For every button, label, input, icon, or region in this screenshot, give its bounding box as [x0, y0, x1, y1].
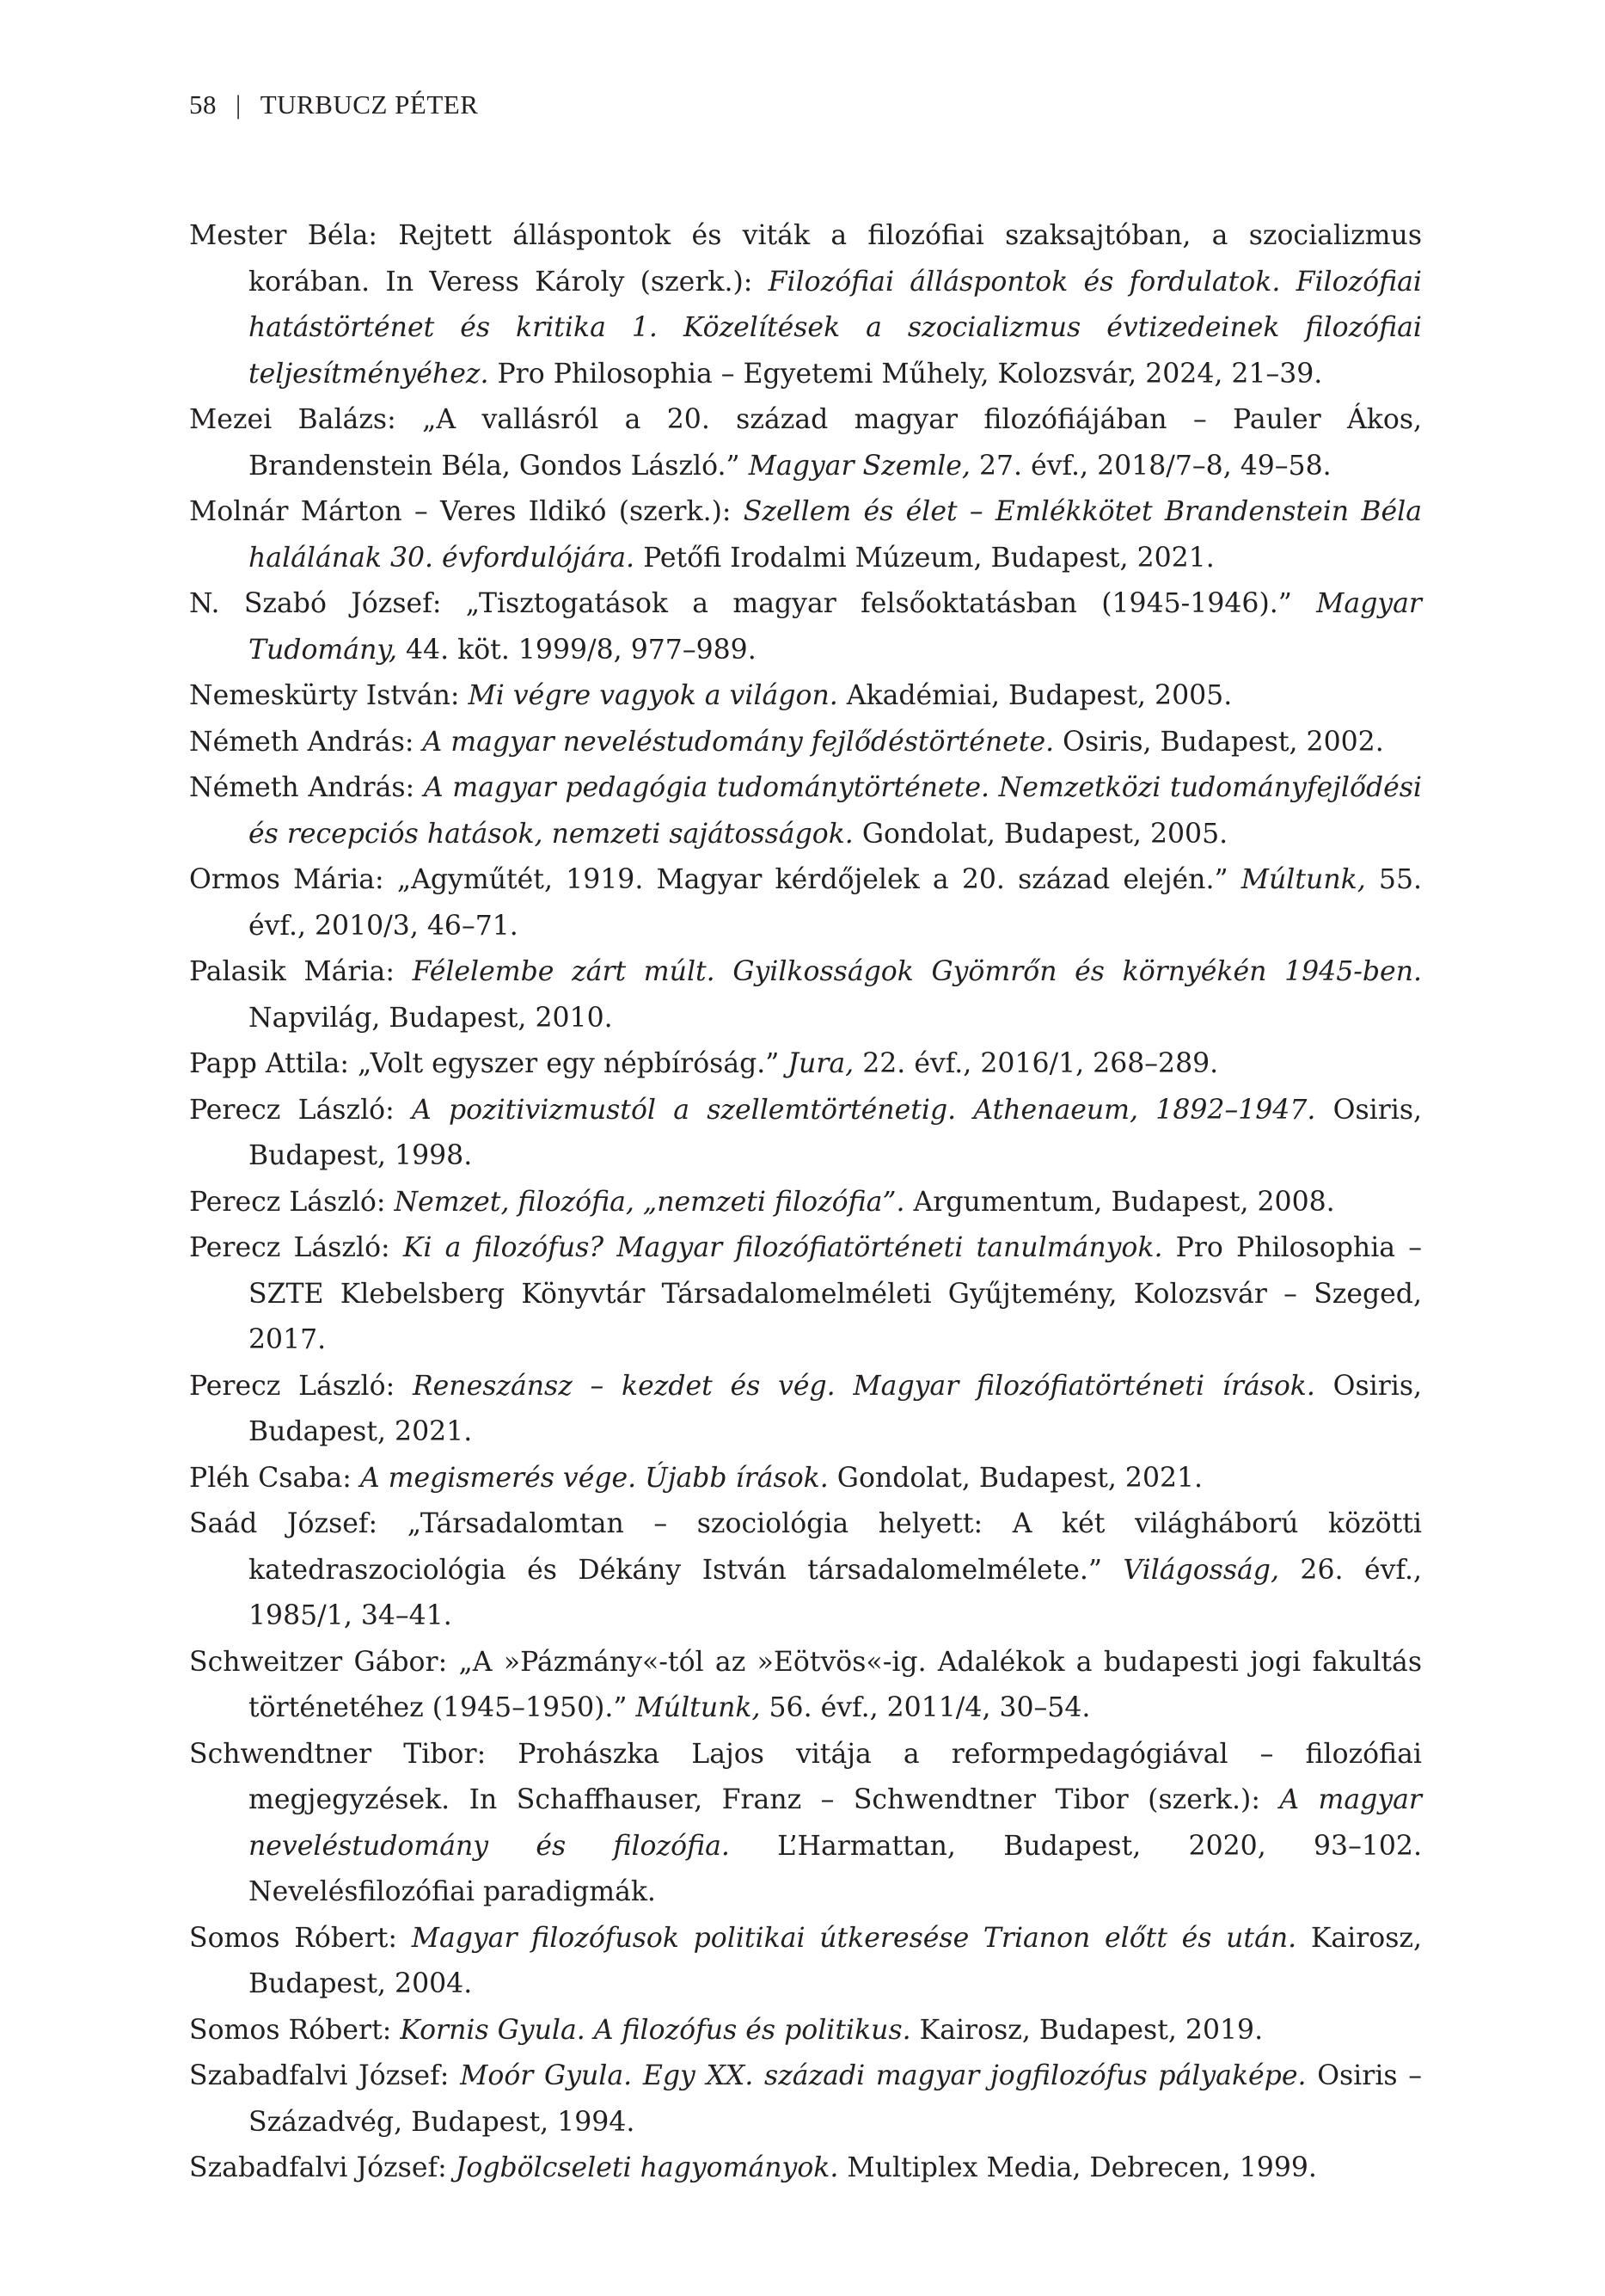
bibliography-entry: N. Szabó József: „Tisztogatások a magyar felsőoktatásban (1945-1946).” Magyar Tudomány, 44. köt. 1999/8, 977–989.	[189, 588, 1422, 666]
bibliography-entry: Perecz László: Ki a filozófus? Magyar filozófiatörténeti tanulmányok. Pro Philosophia – SZTE Klebelsberg Könyvtár Társadalomelméleti Gyűjtemény, Kolozsvár – Szeged, 2017.	[189, 1232, 1422, 1355]
running-head-author: TURBUCZ PÉTER	[260, 89, 479, 120]
bibliography-entry: Perecz László: A pozitivizmustól a szellemtörténetig. Athenaeum, 1892–1947. Osiris, Budapest, 1998.	[189, 1094, 1423, 1171]
bibliography-entry: Mester Béla: Rejtett álláspontok és viták a filozófiai szaksajtóban, a szocializmus korában. In Veress Károly (szerk.): Filozófiai álláspontok és fordulatok. Filozófiai hatástörténet és kritika 1. Közelítések a szocializmus évtizedeinek filozófiai teljesítményéhez. Pro Philosophia – Egyetemi Műhely, Kolozsvár, 2024, 21–39.	[189, 220, 1422, 390]
bibliography-entry: Mezei Balázs: „A vallásról a 20. század magyar filozófiájában – Pauler Ákos, Brandenstein Béla, Gondos László.” Magyar Szemle, 27. évf., 2018/7–8, 49–58.	[189, 404, 1422, 482]
bibliography-entry: Perecz László: Nemzet, filozófia, „nemzeti filozófia”. Argumentum, Budapest, 2008.	[189, 1186, 1335, 1218]
bibliography-entry: Szabadfalvi József: Moór Gyula. Egy XX. századi magyar jogfilozófus pályaképe. Osiris – Századvég, Budapest, 1994.	[189, 2060, 1422, 2138]
running-head	[189, 89, 478, 120]
bibliography-entry: Molnár Márton – Veres Ildikó (szerk.): Szellem és élet – Emlékkötet Brandenstein Béla halálának 30. évfordulójára. Petőfi Irodalmi Múzeum, Budapest, 2021.	[189, 496, 1422, 574]
bibliography-entry: Nemeskürty István: Mi végre vagyok a világon. Akadémiai, Budapest, 2005.	[189, 680, 1233, 711]
bibliography-entry: Németh András: A magyar neveléstudomány fejlődéstörténete. Osiris, Budapest, 2002.	[189, 726, 1384, 758]
page-number: 58	[189, 89, 217, 120]
bibliography-entry: Szabadfalvi József: Jogbölcseleti hagyományok. Multiplex Media, Debrecen, 1999.	[189, 2152, 1317, 2183]
bibliography-entry: Schweitzer Gábor: „A »Pázmány«-tól az »Eötvös«-ig. Adalékok a budapesti jogi fakultás történetéhez (1945–1950).” Múltunk, 56. évf., 2011/4, 30–54.	[189, 1646, 1422, 1723]
bibliography-entry: Papp Attila: „Volt egyszer egy népbíróság.” Jura, 22. évf., 2016/1, 268–289.	[189, 1048, 1219, 1079]
bibliography-entry: Schwendtner Tibor: Prohászka Lajos vitája a reformpedagógiával – filozófiai megjegyzések. In Schaffhauser, Franz – Schwendtner Tibor (szerk.): A magyar neveléstudomány és filozófia. L’Harmattan, Budapest, 2020, 93–102. Nevelésfilozófiai paradigmák.	[189, 1738, 1422, 1907]
bibliography-entry: Pléh Csaba: A megismerés vége. Újabb írások. Gondolat, Budapest, 2021.	[189, 1462, 1204, 1494]
bibliography-entry: Perecz László: Reneszánsz – kezdet és vég. Magyar filozófiatörténeti írások. Osiris, Budapest, 2021.	[189, 1370, 1423, 1447]
bibliography-entry: Saád József: „Társadalomtan – szociológia helyett: A két világháború közötti katedraszociológia és Dékány István társadalomelmélete.” Világosság, 26. évf., 1985/1, 34–41.	[189, 1508, 1422, 1631]
bibliography-entry: Németh András: A magyar pedagógia tudománytörténete. Nemzetközi tudományfejlődési és recepciós hatások, nemzeti sajátosságok. Gondolat, Budapest, 2005.	[189, 772, 1422, 850]
header-separator: |	[236, 89, 242, 120]
bibliography-entry: Palasik Mária: Félelembe zárt múlt. Gyilkosságok Gyömrőn és környékén 1945-ben. Napvilág, Budapest, 2010.	[189, 956, 1422, 1034]
bibliography-entry: Ormos Mária: „Agyműtét, 1919. Magyar kérdőjelek a 20. század elején.” Múltunk, 55. évf., 2010/3, 46–71.	[189, 864, 1423, 942]
bibliography-list	[189, 213, 1422, 2192]
bibliography-entry: Somos Róbert: Magyar filozófusok politikai útkeresése Trianon előtt és után. Kairosz, Budapest, 2004.	[189, 1922, 1422, 1999]
bibliography-entry: Somos Róbert: Kornis Gyula. A filozófus és politikus. Kairosz, Budapest, 2019.	[189, 2014, 1264, 2046]
